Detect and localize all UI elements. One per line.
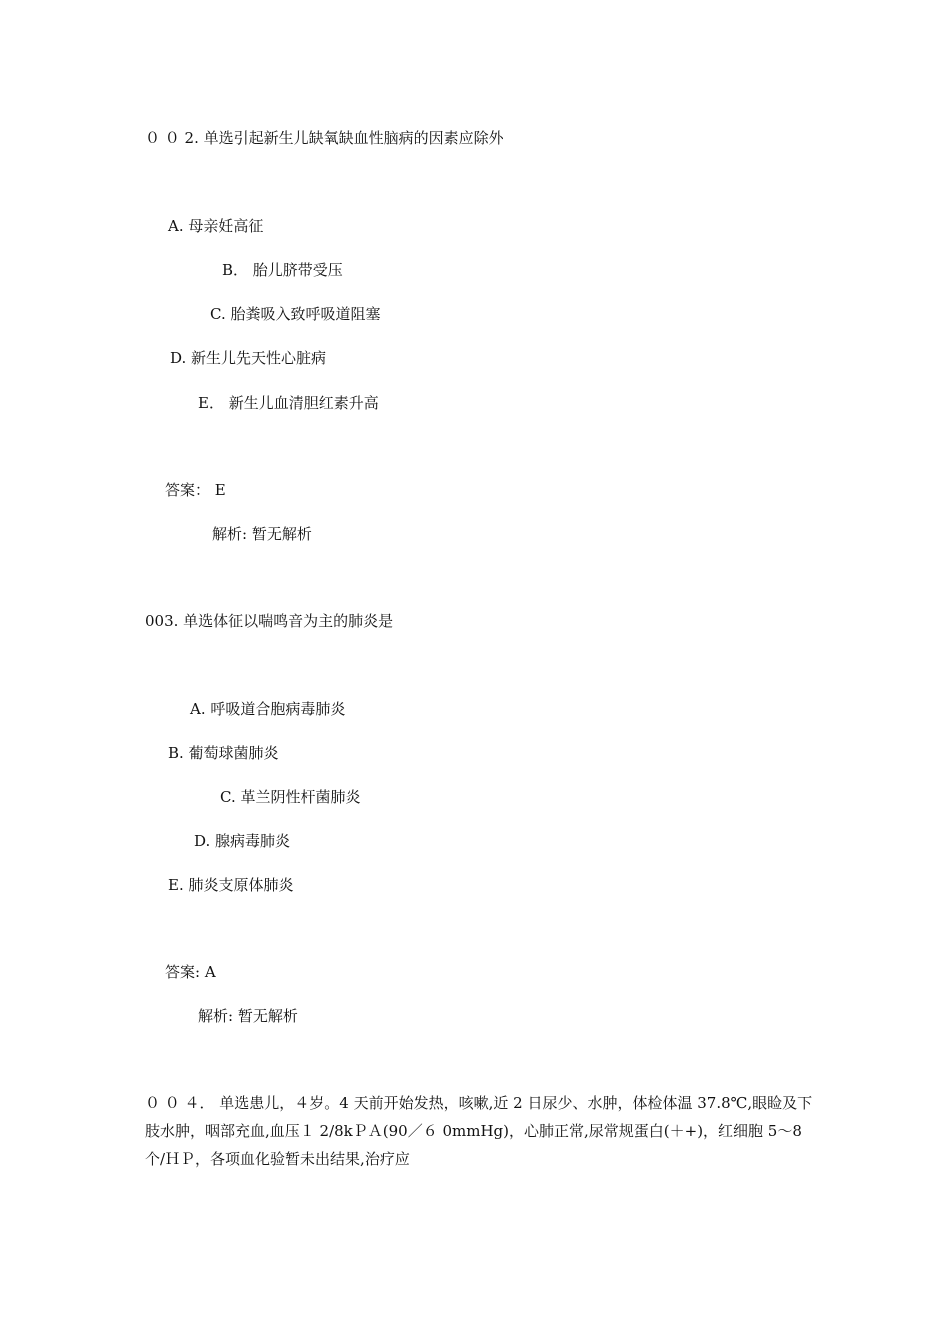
q003-option-a: A. 呼吸道合胞病毒肺炎 <box>190 700 346 718</box>
q002-option-b: B． 胎儿脐带受压 <box>222 261 343 279</box>
q002-analysis: 解析: 暂无解析 <box>212 525 312 543</box>
q003-answer: 答案: A <box>165 963 216 981</box>
q003-option-c: C. 革兰阴性杆菌肺炎 <box>220 788 361 806</box>
q002-option-d: D. 新生儿先天性心脏病 <box>170 349 327 367</box>
q003-option-e: E. 肺炎支原体肺炎 <box>168 876 294 894</box>
q003-option-d: D. 腺病毒肺炎 <box>194 832 291 850</box>
question-004-text: ０ ０ ４． 单选患儿，４岁。4 天前开始发热，咳嗽,近 2 日尿少、水肿，体检体温 37.8℃,眼睑及下肢水肿，咽部充血,血压１ 2/8kＰＡ(90／６ 0mmHg)，心肺正常,尿常规蛋白(＋+)，红细胞 5～8 个/ＨＰ，各项血化验暂未出结果,治疗应 <box>145 1094 813 1168</box>
q002-option-c: C. 胎粪吸入致呼吸道阻塞 <box>210 305 381 323</box>
question-003-title: 003. 单选体征以喘鸣音为主的肺炎是 <box>145 612 394 630</box>
q003-option-b: B. 葡萄球菌肺炎 <box>168 744 279 762</box>
question-002-title: ０ ０ 2. 单选引起新生儿缺氧缺血性脑病的因素应除外 <box>145 129 504 147</box>
q002-option-e: E． 新生儿血清胆红素升高 <box>198 394 379 412</box>
q002-answer: 答案： E <box>165 481 226 499</box>
q003-analysis: 解析: 暂无解析 <box>198 1007 298 1025</box>
q002-option-a: A. 母亲妊高征 <box>168 217 264 235</box>
